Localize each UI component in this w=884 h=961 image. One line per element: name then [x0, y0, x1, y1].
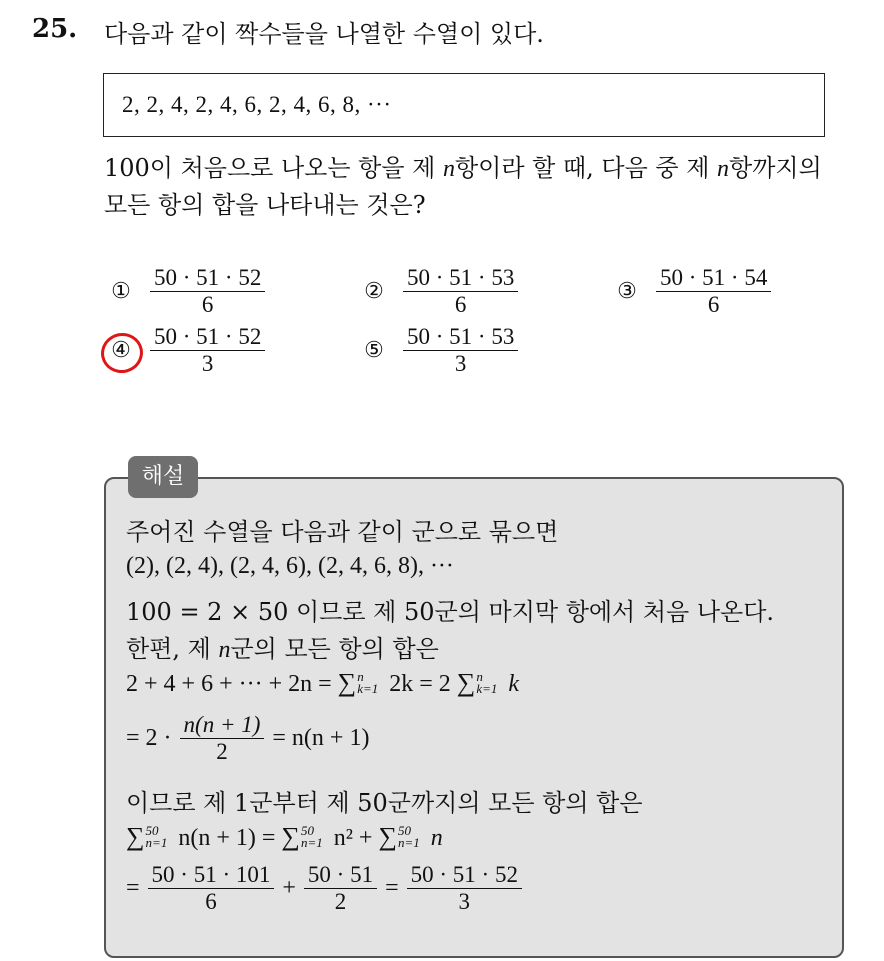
fraction-denominator: 3	[458, 889, 471, 914]
solution-line-7: 이므로 제 1군부터 제 50군까지의 모든 항의 합은	[126, 789, 643, 817]
fraction-numerator: 50 · 51 · 52	[410, 862, 518, 887]
solution-line-9	[126, 862, 530, 915]
condition-line2: 모든 항의 합을 나타내는 것은?	[104, 191, 426, 219]
sum-lower: k=1	[476, 681, 498, 696]
solution-line-4	[126, 629, 439, 664]
sum-upper: 50	[145, 823, 159, 838]
choice-mark: ⑤	[364, 338, 384, 363]
choice-5[interactable]	[357, 324, 518, 377]
equals-sign: =	[385, 875, 399, 901]
choice-3[interactable]	[610, 265, 771, 318]
choice-mark: ①	[111, 279, 131, 304]
fraction-numerator: 50 · 51 · 54	[660, 265, 768, 290]
sequence-box	[103, 73, 825, 137]
solution-line-3: 100 = 2 × 50 이므로 제 50군의 마지막 항에서 처음 나온다.	[126, 598, 775, 626]
line4-text-b: 군의 모든 항의 합은	[230, 635, 439, 663]
line5-text-a: 2 + 4 + 6 + ··· + 2n =	[126, 671, 338, 697]
line5-text-c: k	[502, 671, 520, 697]
sum-upper: n	[476, 669, 483, 684]
question-number: 25.	[32, 14, 78, 44]
question-condition	[104, 150, 822, 223]
choice-mark: ③	[617, 279, 637, 304]
fraction-numerator: 50 · 51 · 52	[154, 324, 262, 349]
question-text: 다음과 같이 짝수들을 나열한 수열이 있다.	[104, 20, 544, 48]
summation: ∑ 50 n=1	[378, 822, 420, 851]
solution-line-6	[126, 712, 369, 765]
summation: ∑ n k=1	[337, 668, 379, 697]
sum-upper: 50	[300, 823, 314, 838]
fraction-numerator: 50 · 51 · 101	[151, 862, 271, 887]
solution-line-8	[126, 822, 443, 852]
line9-fraction-1	[148, 862, 275, 915]
choice-2[interactable]	[357, 265, 518, 318]
fraction-numerator: 50 · 51 · 52	[154, 265, 262, 290]
line6-text-a: = 2 ·	[126, 725, 172, 751]
summation: ∑ 50 n=1	[126, 822, 168, 851]
sum-upper: 50	[398, 823, 411, 838]
line9-fraction-3	[407, 862, 522, 915]
fraction-denominator: 6	[707, 292, 720, 317]
condition-text-c: 항까지의	[729, 154, 822, 182]
choice-1[interactable]	[104, 265, 265, 318]
solution-tag: 해설	[128, 456, 198, 498]
fraction-denominator: 3	[454, 351, 467, 376]
fraction-numerator: n(n + 1)	[183, 712, 261, 737]
fraction-denominator: 6	[201, 292, 214, 317]
solution-line-2: (2), (2, 4), (2, 4, 6), (2, 4, 6, 8), ···	[126, 553, 454, 579]
line6-fraction	[180, 712, 265, 765]
line5-text-b: 2k = 2	[383, 671, 457, 697]
sum-upper: n	[357, 669, 364, 684]
fraction-denominator: 6	[205, 889, 217, 914]
condition-text-a: 100이 처음으로 나오는 항을 제	[104, 154, 443, 182]
fraction-denominator: 2	[216, 739, 228, 764]
fraction-numerator: 50 · 51 · 53	[407, 265, 515, 290]
line6-text-b: = n(n + 1)	[272, 725, 370, 751]
choice-mark: ④	[111, 338, 131, 363]
choice-fraction	[150, 324, 265, 377]
sum-lower: n=1	[398, 835, 420, 850]
solution-line-1: 주어진 수열을 다음과 같이 군으로 묶으면	[126, 518, 559, 546]
sum-lower: k=1	[357, 681, 379, 696]
condition-var: n	[442, 156, 455, 182]
choice-fraction	[403, 265, 518, 318]
choice-mark: ②	[364, 279, 384, 304]
fraction-denominator: 3	[201, 351, 214, 376]
solution-line-5	[126, 668, 519, 698]
fraction-denominator: 6	[454, 292, 467, 317]
line4-text-a: 한편, 제	[126, 635, 219, 663]
fraction-numerator: 50 · 51	[307, 862, 374, 887]
summation: ∑ n k=1	[456, 668, 498, 697]
choice-fraction	[656, 265, 771, 318]
sum-lower: n=1	[145, 835, 168, 850]
condition-var2: n	[717, 156, 730, 182]
line8-text-b: n² +	[327, 825, 379, 851]
sum-lower: n=1	[300, 835, 323, 850]
summation: ∑ 50 n=1	[281, 822, 323, 851]
choice-fraction	[403, 324, 518, 377]
fraction-numerator: 50 · 51 · 53	[407, 324, 515, 349]
line9-fraction-2	[304, 862, 377, 915]
line4-var: n	[218, 637, 231, 663]
plus-sign: +	[282, 875, 296, 901]
fraction-denominator: 2	[334, 889, 347, 914]
equals-sign: =	[126, 875, 140, 901]
choice-fraction	[150, 265, 265, 318]
line8-text-c: n	[424, 825, 443, 851]
sequence-text: 2, 2, 4, 2, 4, 6, 2, 4, 6, 8, ···	[122, 92, 392, 117]
condition-text-b: 항이라 할 때, 다음 중 제	[454, 154, 718, 182]
line8-text-a: n(n + 1) =	[172, 825, 282, 851]
